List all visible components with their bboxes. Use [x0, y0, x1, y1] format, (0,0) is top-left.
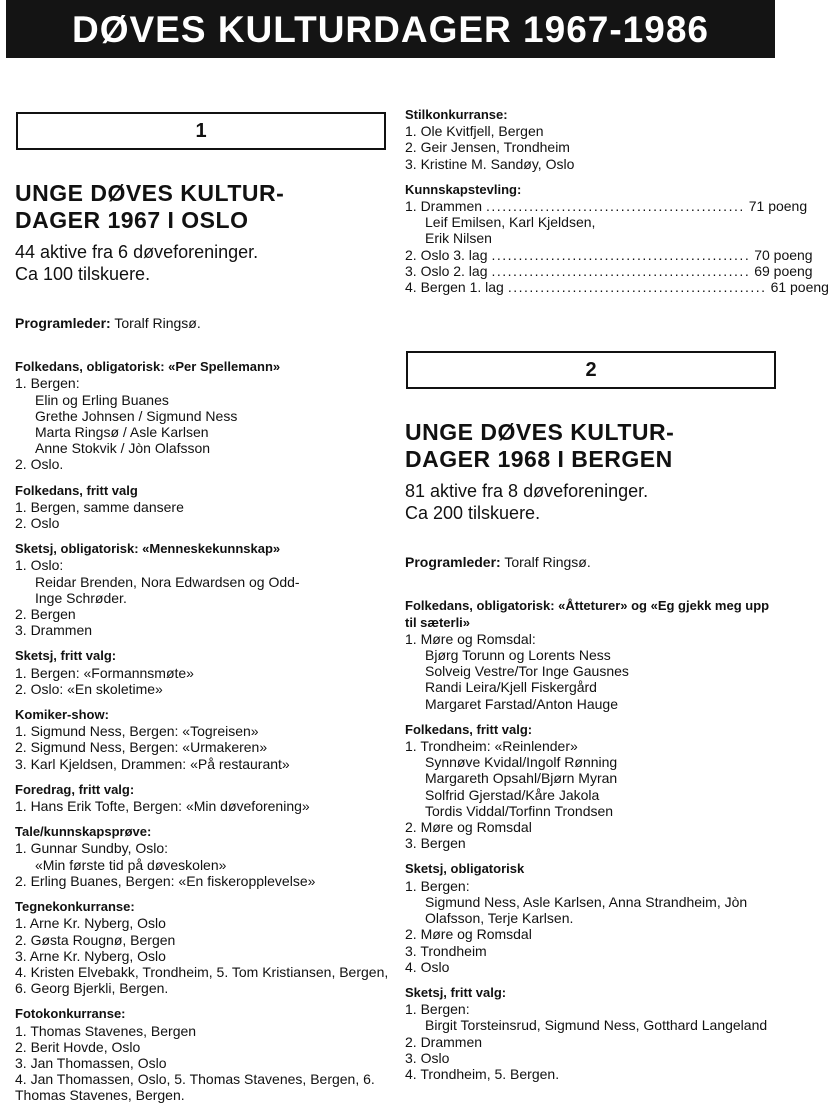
list-item: Erik Nilsen	[425, 230, 492, 247]
score-points: 61 poeng	[770, 279, 829, 296]
score-points: 70 poeng	[754, 246, 813, 263]
section-heading-folkedans-fritt-1968: Folkedans, fritt valg:	[405, 721, 533, 737]
list-item: 2. Drammen	[405, 1033, 483, 1050]
list-item: 3. Bergen	[405, 835, 466, 852]
list-item: 3. Karl Kjeldsen, Drammen: «På restaurant»	[15, 755, 290, 772]
list-item: 3. Jan Thomassen, Oslo	[15, 1054, 167, 1071]
score-team: 1. Drammen	[405, 198, 483, 215]
list-item: 1. Trondheim: «Reinlender»	[405, 738, 578, 755]
list-item: 2. Geir Jensen, Trondheim	[405, 139, 570, 156]
program-leader-label: Programleder:	[15, 315, 111, 331]
section-heading-folkedans-fritt: Folkedans, fritt valg	[15, 482, 138, 498]
list-item: 2. Berit Hovde, Oslo	[15, 1038, 141, 1055]
list-item: 2. Oslo	[15, 515, 60, 532]
list-item: 1. Bergen: «Formannsmøte»	[15, 664, 194, 681]
section-number-box-1: 1	[16, 112, 386, 150]
list-item: Marta Ringsø / Asle Karlsen	[35, 424, 209, 441]
section-heading-kunnskap: Kunnskapstevling:	[405, 181, 522, 197]
program-leader-1968	[405, 554, 780, 570]
program-leader-1967	[15, 315, 390, 331]
score-row	[405, 262, 813, 279]
event-title-1967	[15, 180, 390, 234]
program-leader-label: Programleder:	[405, 554, 501, 571]
list-item: 3. Kristine M. Sandøy, Oslo	[405, 155, 575, 172]
event-intro-1968	[405, 480, 780, 524]
list-item: 4. Kristen Elvebakk, Trondheim, 5. Tom Kristiansen, Bergen, 6. Georg Bjerkli, Bergen.	[15, 963, 389, 997]
score-team: 2. Oslo 3. lag	[405, 246, 488, 263]
section-heading-tegne: Tegnekonkurranse:	[15, 899, 135, 915]
intro-spectators: Ca 200 tilskuere.	[405, 503, 541, 524]
score-team: 3. Oslo 2. lag	[405, 262, 488, 279]
section-heading-tale: Tale/kunnskapsprøve:	[15, 824, 152, 840]
list-item: 1. Ole Kvitfjell, Bergen	[405, 123, 544, 140]
list-item: Anne Stokvik / Jòn Olafsson	[35, 440, 211, 457]
list-item: 1. Bergen:	[15, 375, 80, 392]
list-item: 1. Oslo:	[15, 557, 64, 574]
section-number-box-2: 2	[406, 351, 776, 389]
list-item: 2. Møre og Romsdal	[405, 819, 532, 836]
list-item: 1. Bergen, samme dansere	[15, 498, 184, 515]
event-title-line-2: DAGER 1967 I OSLO	[15, 207, 249, 233]
list-item: 2. Sigmund Ness, Bergen: «Urmakeren»	[15, 739, 268, 756]
section-heading-folkedans-obl-1968: Folkedans, obligatorisk: «Åtteturer» og «Eg gjekk meg upp til sæterli»	[405, 598, 770, 630]
right-column	[405, 107, 829, 1082]
section-heading-sketsj-fritt: Sketsj, fritt valg:	[15, 648, 117, 664]
list-item: 3. Trondheim	[405, 942, 487, 959]
list-item: 3. Drammen	[15, 622, 93, 639]
leader-dots: ................................................	[491, 262, 751, 279]
list-item: Randi Leira/Kjell Fiskergård	[425, 679, 597, 696]
list-item: Solveig Vestre/Tor Inge Gausnes	[425, 663, 629, 680]
list-item: Margaret Farstad/Anton Hauge	[425, 695, 618, 712]
event-title-line-1: UNGE DØVES KULTUR-	[405, 419, 675, 446]
list-item: Bjørg Torunn og Lorents Ness	[425, 647, 611, 664]
score-team: 4. Bergen 1. lag	[405, 279, 504, 296]
score-row	[405, 198, 808, 215]
list-item: Grethe Johnsen / Sigmund Ness	[35, 407, 238, 424]
section-heading-sketsj-obl: Sketsj, obligatorisk: «Menneskekunnskap»	[15, 541, 281, 557]
list-item: 1. Arne Kr. Nyberg, Oslo	[15, 915, 166, 932]
event-title-line-2: DAGER 1968 I BERGEN	[405, 446, 673, 473]
list-item: 3. Oslo	[405, 1049, 450, 1066]
list-item: Synnøve Kvidal/Ingolf Rønning	[425, 754, 618, 771]
list-item: Sigmund Ness, Asle Karlsen, Anna Strandheim, Jòn Olafsson, Terje Karlsen.	[425, 893, 748, 927]
list-item: 1. Hans Erik Tofte, Bergen: «Min døveforening»	[15, 798, 310, 815]
section-heading-komiker: Komiker-show:	[15, 707, 109, 723]
list-item: «Min første tid på døveskolen»	[35, 856, 227, 873]
section-heading-sketsj-fritt-1968: Sketsj, fritt valg:	[405, 984, 507, 1000]
list-item: 1. Thomas Stavenes, Bergen	[15, 1022, 197, 1039]
event-intro-1967	[15, 241, 390, 285]
list-item: 2. Gøsta Rougnø, Bergen	[15, 931, 176, 948]
page-banner-title: DØVES KULTURDAGER 1967-1986	[6, 0, 775, 58]
leader-dots: ................................................	[486, 198, 745, 215]
list-item: 1. Sigmund Ness, Bergen: «Togreisen»	[15, 723, 259, 740]
list-item: Reidar Brenden, Nora Edwardsen og Odd-	[35, 573, 300, 590]
intro-participants: 81 aktive fra 8 døveforeninger.	[405, 481, 649, 502]
section-heading-stil: Stilkonkurranse:	[405, 107, 508, 122]
list-item: 4. Oslo	[405, 958, 450, 975]
list-item: 2. Erling Buanes, Bergen: «En fiskeropplevelse»	[15, 872, 316, 889]
list-item: 2. Bergen	[15, 606, 76, 623]
list-item: Birgit Torsteinsrud, Sigmund Ness, Gotthard Langeland	[425, 1017, 768, 1034]
list-item: 2. Oslo: «En skoletime»	[15, 680, 163, 697]
score-row	[405, 246, 813, 263]
intro-participants: 44 aktive fra 6 døveforeninger.	[15, 242, 259, 262]
list-item: 1. Bergen:	[405, 1001, 470, 1018]
section-heading-folkedans-obl: Folkedans, obligatorisk: «Per Spellemann»	[15, 359, 281, 375]
list-item: 2. Møre og Romsdal	[405, 926, 532, 943]
list-item: Inge Schrøder.	[35, 589, 127, 606]
event-title-1968	[405, 419, 780, 473]
intro-spectators: Ca 100 tilskuere.	[15, 264, 151, 284]
list-item: Elin og Erling Buanes	[35, 391, 169, 408]
program-leader-name: Toralf Ringsø.	[114, 315, 201, 331]
list-item: 4. Jan Thomassen, Oslo, 5. Thomas Stavenes, Bergen, 6. Thomas Stavenes, Bergen.	[15, 1071, 375, 1104]
section-heading-foto: Fotokonkurranse:	[15, 1006, 126, 1022]
program-leader-name: Toralf Ringsø.	[504, 554, 591, 571]
list-item: 3. Arne Kr. Nyberg, Oslo	[15, 947, 166, 964]
section-heading-sketsj-obl-1968: Sketsj, obligatorisk	[405, 861, 525, 877]
score-points: 69 poeng	[754, 262, 813, 279]
leader-dots: ................................................	[507, 279, 767, 296]
section-heading-foredrag: Foredrag, fritt valg:	[15, 781, 135, 797]
leader-dots: ................................................	[491, 246, 751, 263]
list-item: Tordis Viddal/Torfinn Trondsen	[425, 802, 614, 819]
left-column	[15, 112, 390, 1104]
list-item: 1. Bergen:	[405, 877, 470, 894]
list-item: 2. Oslo.	[15, 456, 64, 473]
score-points: 71 poeng	[748, 198, 808, 215]
event-title-line-1: UNGE DØVES KULTUR-	[15, 180, 285, 206]
list-item: Margareth Opsahl/Bjørn Myran	[425, 770, 618, 787]
list-item: 4. Trondheim, 5. Bergen.	[405, 1065, 560, 1082]
list-item: 1. Gunnar Sundby, Oslo:	[15, 840, 169, 857]
list-item: 1. Møre og Romsdal:	[405, 630, 536, 647]
list-item: Leif Emilsen, Karl Kjeldsen,	[425, 214, 596, 231]
list-item: Solfrid Gjerstad/Kåre Jakola	[425, 786, 600, 803]
score-row	[405, 279, 829, 296]
